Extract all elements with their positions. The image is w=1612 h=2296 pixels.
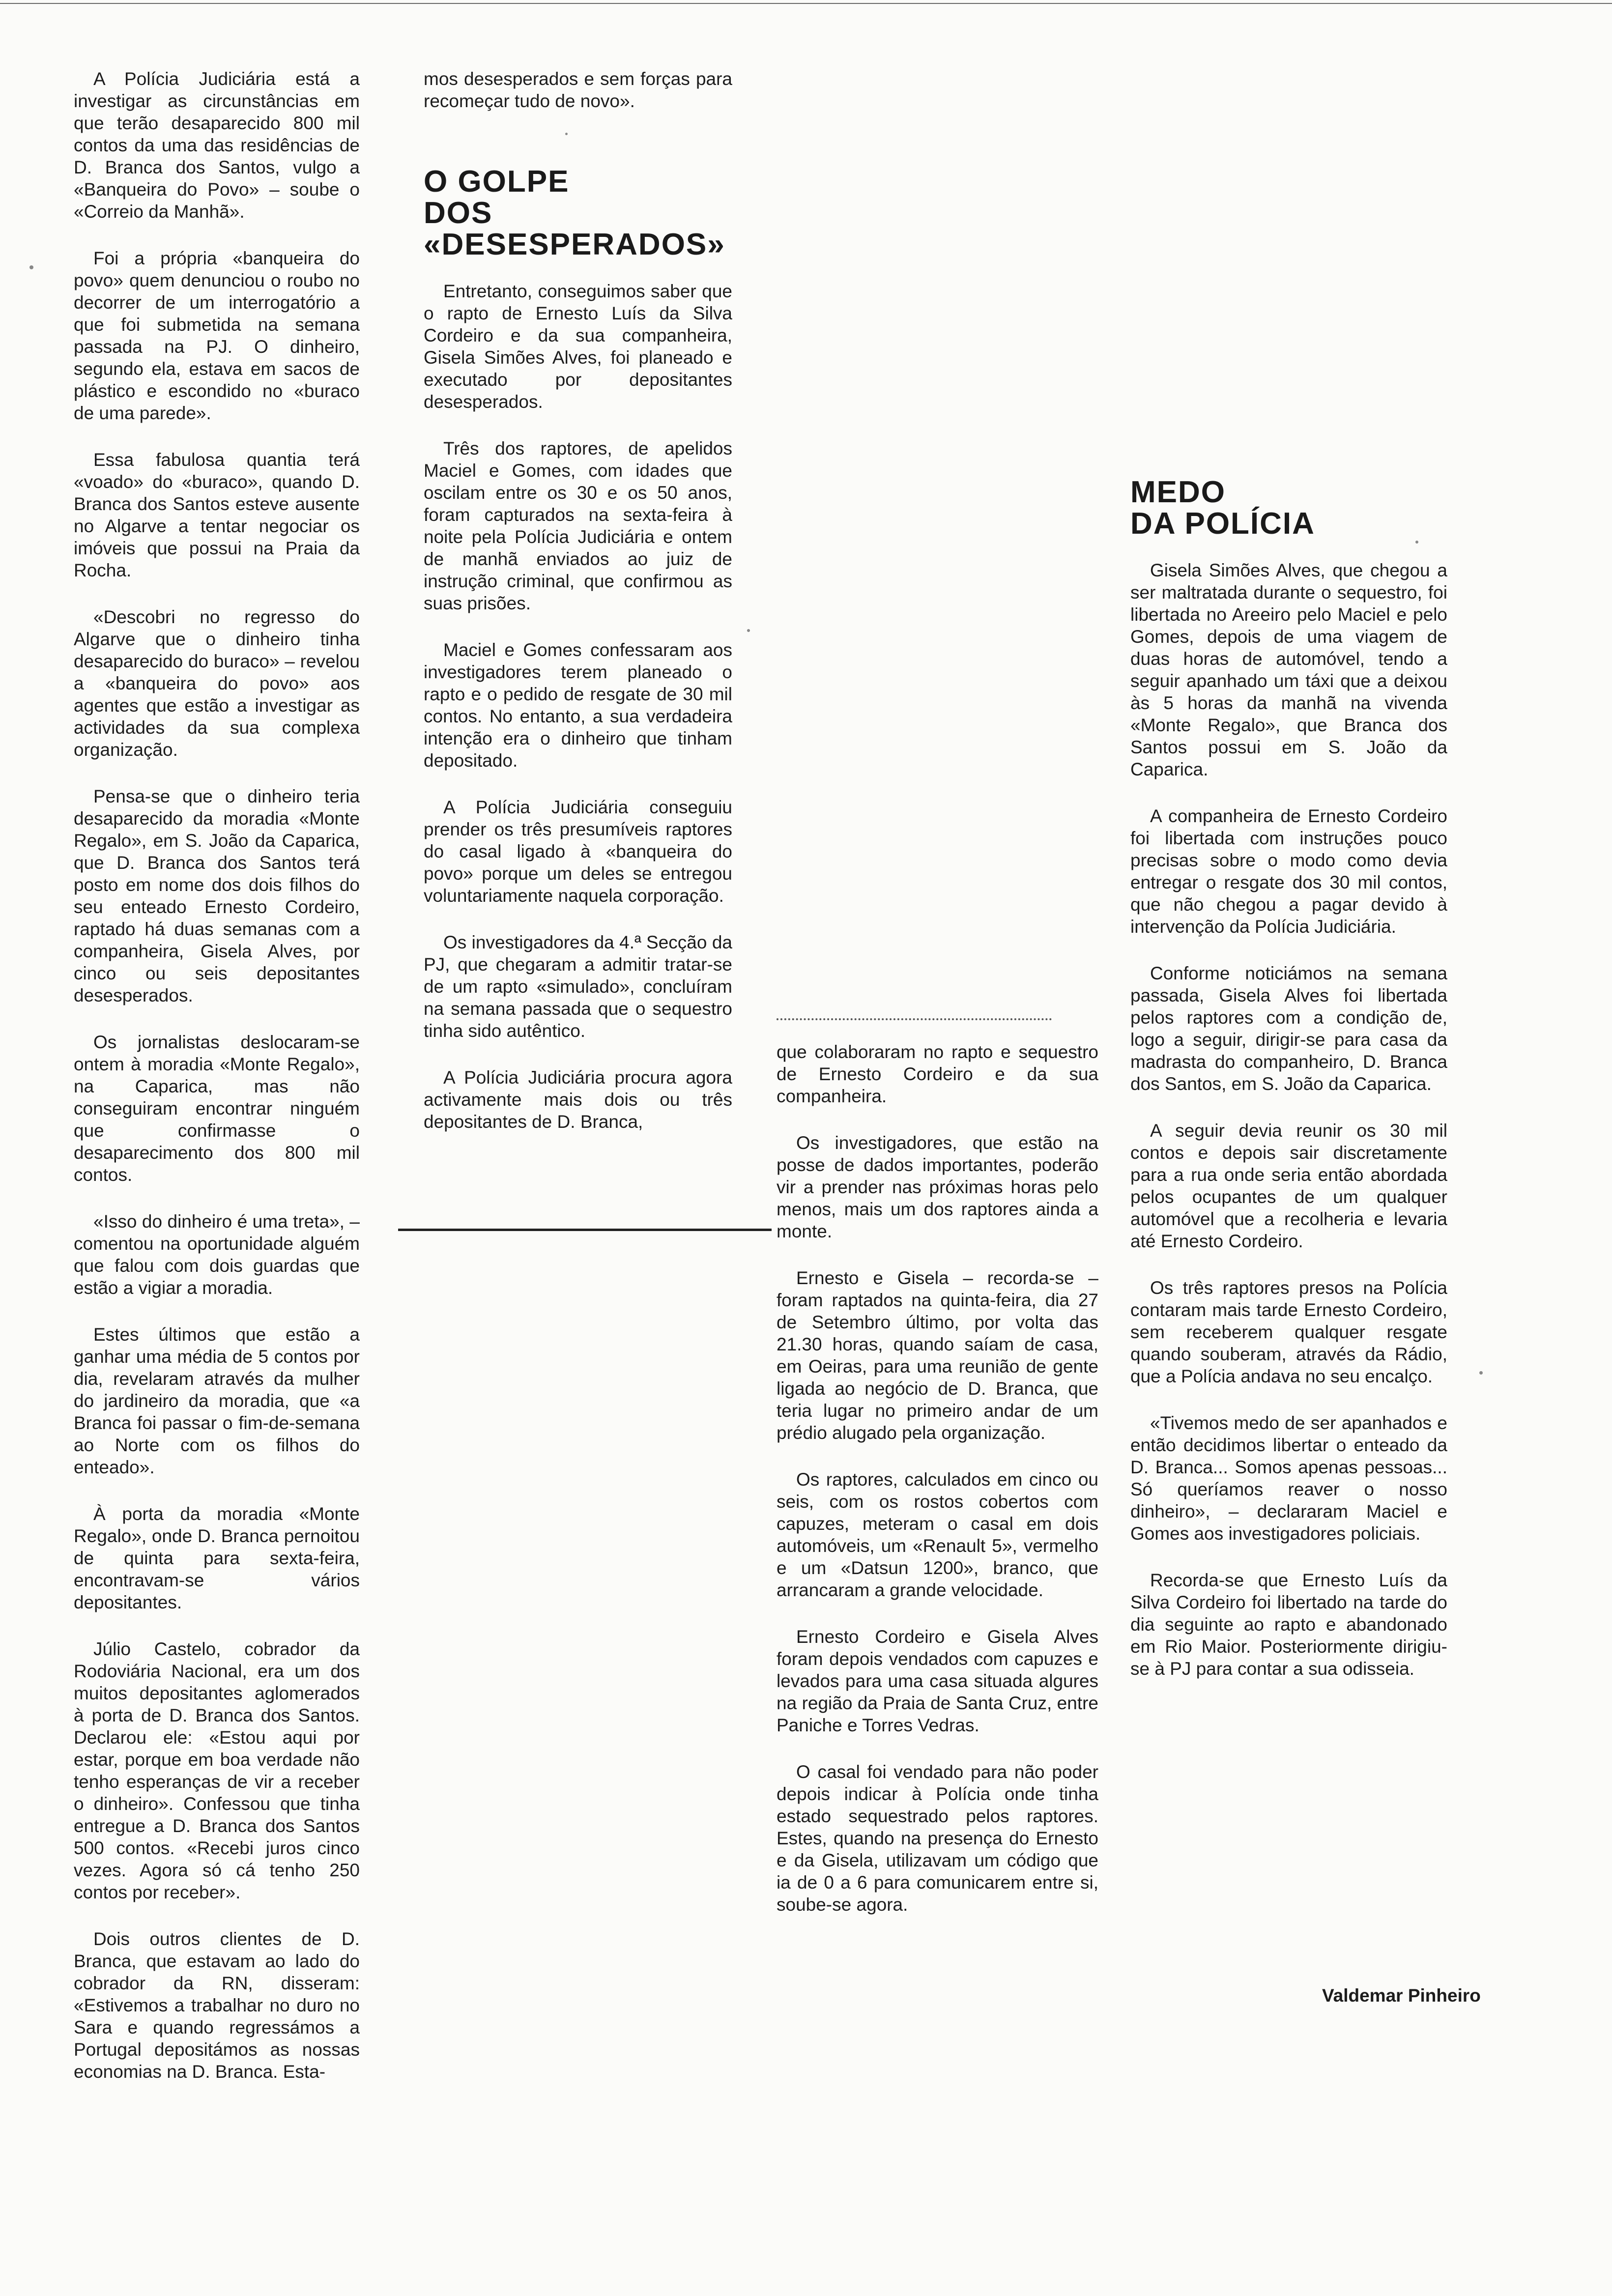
paragraph: «Descobri no regresso do Algarve que o dinheiro tinha desaparecido do buraco» – revelou a «banqueira do povo» aos agentes que estão a investigar as actividades da sua complexa organização. (74, 607, 360, 760)
paragraph: «Isso do dinheiro é uma treta», – comentou na oportunidade alguém que falou com dois guardas que estão a vigiar a moradia. (74, 1211, 360, 1298)
paragraph: Pensa-se que o dinheiro teria desaparecido da moradia «Monte Regalo», em S. João da Caparica, que D. Branca dos Santos terá posto em nome dos dois filhos do seu enteado Ernesto Cordeiro, raptado há duas semanas com a companheira, Gisela Alves, por cinco ou seis depositantes desesperados. (74, 786, 360, 1005)
paragraph: À porta da moradia «Monte Regalo», onde D. Branca pernoitou de quinta para sexta-feira, encontravam-se vários depositantes. (74, 1504, 360, 1612)
scan-speck (29, 265, 33, 269)
paragraph: Os investigadores da 4.ª Secção da PJ, que chegaram a admitir tratar-se de um rapto «simulado», concluíram na semana passada que o sequestro tinha sido autêntico. (424, 932, 732, 1041)
paragraph-continuation: mos desesperados e sem forças para recomeçar tudo de novo». (424, 69, 732, 111)
paragraph: que colaboraram no rapto e sequestro de Ernesto Cordeiro e da sua companheira. (777, 1042, 1098, 1106)
paragraph: O casal foi vendado para não poder depois indicar à Polícia onde tinha estado sequestrado pelos raptores. Estes, quando na presença do Ernesto e da Gisela, utilizavam um código que ia de 0 a 6 para comunicarem entre si, soube-se agora. (777, 1762, 1098, 1915)
scan-speck (1415, 541, 1418, 544)
heading-line: DOS (424, 196, 493, 230)
heading-line: MEDO (1130, 475, 1226, 509)
heading-line: DA POLÍCIA (1130, 507, 1315, 541)
paragraph: Os investigadores, que estão na posse de dados importantes, poderão vir a prender nas próximas horas pelo menos, mais um dos raptores ainda a monte. (777, 1133, 1098, 1241)
paragraph: Ernesto Cordeiro e Gisela Alves foram depois vendados com capuzes e levados para uma casa situada algures na região da Praia de Santa Cruz, entre Paniche e Torres Vedras. (777, 1627, 1098, 1735)
paragraph: A Polícia Judiciária está a investigar as circunstâncias em que terão desaparecido 800 mil contos da uma das residências de D. Branca dos Santos, vulgo a «Banqueira do Povo» – soube o «Correio da Manhã». (74, 69, 360, 222)
paragraph: Recorda-se que Ernesto Luís da Silva Cordeiro foi libertado na tarde do dia seguinte ao rapto e abandonado em Rio Maior. Posteriormente dirigiu-se à PJ para contar a sua odisseia. (1130, 1570, 1447, 1679)
heading-line: O GOLPE (424, 165, 570, 199)
article-column-3 (777, 1041, 1098, 1940)
author-byline: Valdemar Pinheiro (1322, 1985, 1481, 2006)
paragraph: A seguir devia reunir os 30 mil contos e depois sair discretamente para a rua onde seria então abordada pelos ocupantes de um qualquer automóvel que a recolheria e levaria até Ernesto Cordeiro. (1130, 1120, 1447, 1251)
paragraph: Os raptores, calculados em cinco ou seis, com os rostos cobertos com capuzes, meteram o casal em dois automóveis, um «Renault 5», vermelho e um «Datsun 1200», branco, que arrancaram a grande velocidade. (777, 1469, 1098, 1600)
paragraph: Ernesto e Gisela – recorda-se – foram raptados na quinta-feira, dia 27 de Setembro último, por volta das 21.30 horas, quando saíam de casa, em Oeiras, para uma reunião de gente ligada ao negócio de D. Branca, que teria lugar no primeiro andar de um prédio alugado pela organização. (777, 1268, 1098, 1443)
paragraph: A Polícia Judiciária conseguiu prender os três presumíveis raptores do casal ligado à «banqueira do povo» porque um deles se entregou voluntariamente naquela corporação. (424, 797, 732, 906)
paragraph: Júlio Castelo, cobrador da Rodoviária Nacional, era um dos muitos depositantes aglomerados à porta de D. Branca dos Santos. Declarou ele: «Estou aqui por estar, porque em boa verdade não tenho esperanças de vir a receber o dinheiro». Confessou que tinha entregue a D. Branca dos Santos 500 contos. «Recebi juros cinco vezes. Agora só cá tenho 250 contos por receber». (74, 1639, 360, 1902)
paragraph: A companheira de Ernesto Cordeiro foi libertada com instruções pouco precisas sobre o modo como devia entregar o resgate dos 30 mil contos, que não chegou a pagar devido à intervenção da Polícia Judiciária. (1130, 806, 1447, 937)
paragraph: Estes últimos que estão a ganhar uma média de 5 contos por dia, revelaram através da mulher do jardineiro da moradia, que «a Branca foi passar o fim-de-semana ao Norte com os filhos do enteado». (74, 1324, 360, 1477)
heading-line: «DESESPERADOS» (424, 228, 725, 261)
scan-speck (1479, 1371, 1483, 1375)
paragraph: «Tivemos medo de ser apanhados e então decidimos libertar o enteado da D. Branca... Somos apenas pessoas... Só queríamos reaver o nosso dinheiro», – declararam Maciel e Gomes aos investigadores policiais. (1130, 1413, 1447, 1544)
scan-speck (565, 133, 568, 135)
paragraph: Gisela Simões Alves, que chegou a ser maltratada durante o sequestro, foi libertada no Areeiro pelo Maciel e pelo Gomes, depois de uma viagem de duas horas de automóvel, tendo a seguir apanhado um táxi que a deixou às 5 horas da manhã na vivenda «Monte Regalo», que Branca dos Santos possui em S. João da Caparica. (1130, 560, 1447, 779)
scan-speck (747, 629, 750, 632)
article-column-1 (74, 68, 360, 2107)
paragraph: Foi a própria «banqueira do povo» quem denunciou o roubo no decorrer de um interrogatório a que foi submetida na semana passada na PJ. O dinheiro, segundo ela, estava em sacos de plástico e escondido no «buraco de uma parede». (74, 248, 360, 423)
section-heading-golpe (424, 166, 732, 260)
paragraph: Os três raptores presos na Polícia contaram mais tarde Ernesto Cordeiro, sem receberem qualquer resgate quando souberam, através da Rádio, que a Polícia andava no seu encalço. (1130, 1278, 1447, 1386)
paragraph: Entretanto, conseguimos saber que o rapto de Ernesto Luís da Silva Cordeiro e da sua companheira, Gisela Simões Alves, foi planeado e executado por depositantes desesperados. (424, 281, 732, 412)
section-heading-medo (1130, 477, 1447, 540)
paragraph: Maciel e Gomes confessaram aos investigadores terem planeado o rapto e o pedido de resgate de 30 mil contos. No entanto, a sua verdadeira intenção era o dinheiro que tinham depositado. (424, 640, 732, 771)
article-column-2 (424, 68, 732, 1157)
paragraph: Dois outros clientes de D. Branca, que estavam ao lado do cobrador da RN, disseram: «Estivemos a trabalhar no duro no Sara e quando regressámos a Portugal depositámos as nossas economias na D. Branca. Esta- (74, 1929, 360, 2082)
article-column-4 (1130, 477, 1447, 1704)
paragraph: Os jornalistas deslocaram-se ontem à moradia «Monte Regalo», na Caparica, mas não conseguiram encontrar ninguém que confirmasse o desaparecimento dos 800 mil contos. (74, 1032, 360, 1185)
paragraph: Conforme noticiámos na semana passada, Gisela Alves foi libertada pelos raptores com a condição de, logo a seguir, dirigir-se para casa da madrasta do companheiro, D. Branca dos Santos, em S. João da Caparica. (1130, 963, 1447, 1094)
column-top-rule (777, 1018, 1052, 1020)
paragraph: Três dos raptores, de apelidos Maciel e Gomes, com idades que oscilam entre os 30 e os 50 anos, foram capturados na sexta-feira à noite pela Polícia Judiciária e ontem de manhã enviados ao juiz de instrução criminal, que confirmou as suas prisões. (424, 438, 732, 613)
paragraph: A Polícia Judiciária procura agora activamente mais dois ou três depositantes de D. Branca, (424, 1067, 732, 1132)
column-end-rule (398, 1229, 772, 1231)
page-top-rule (0, 3, 1612, 4)
paragraph: Essa fabulosa quantia terá «voado» do «buraco», quando D. Branca dos Santos esteve ausente no Algarve a tentar negociar os imóveis que possui na Praia da Rocha. (74, 450, 360, 580)
